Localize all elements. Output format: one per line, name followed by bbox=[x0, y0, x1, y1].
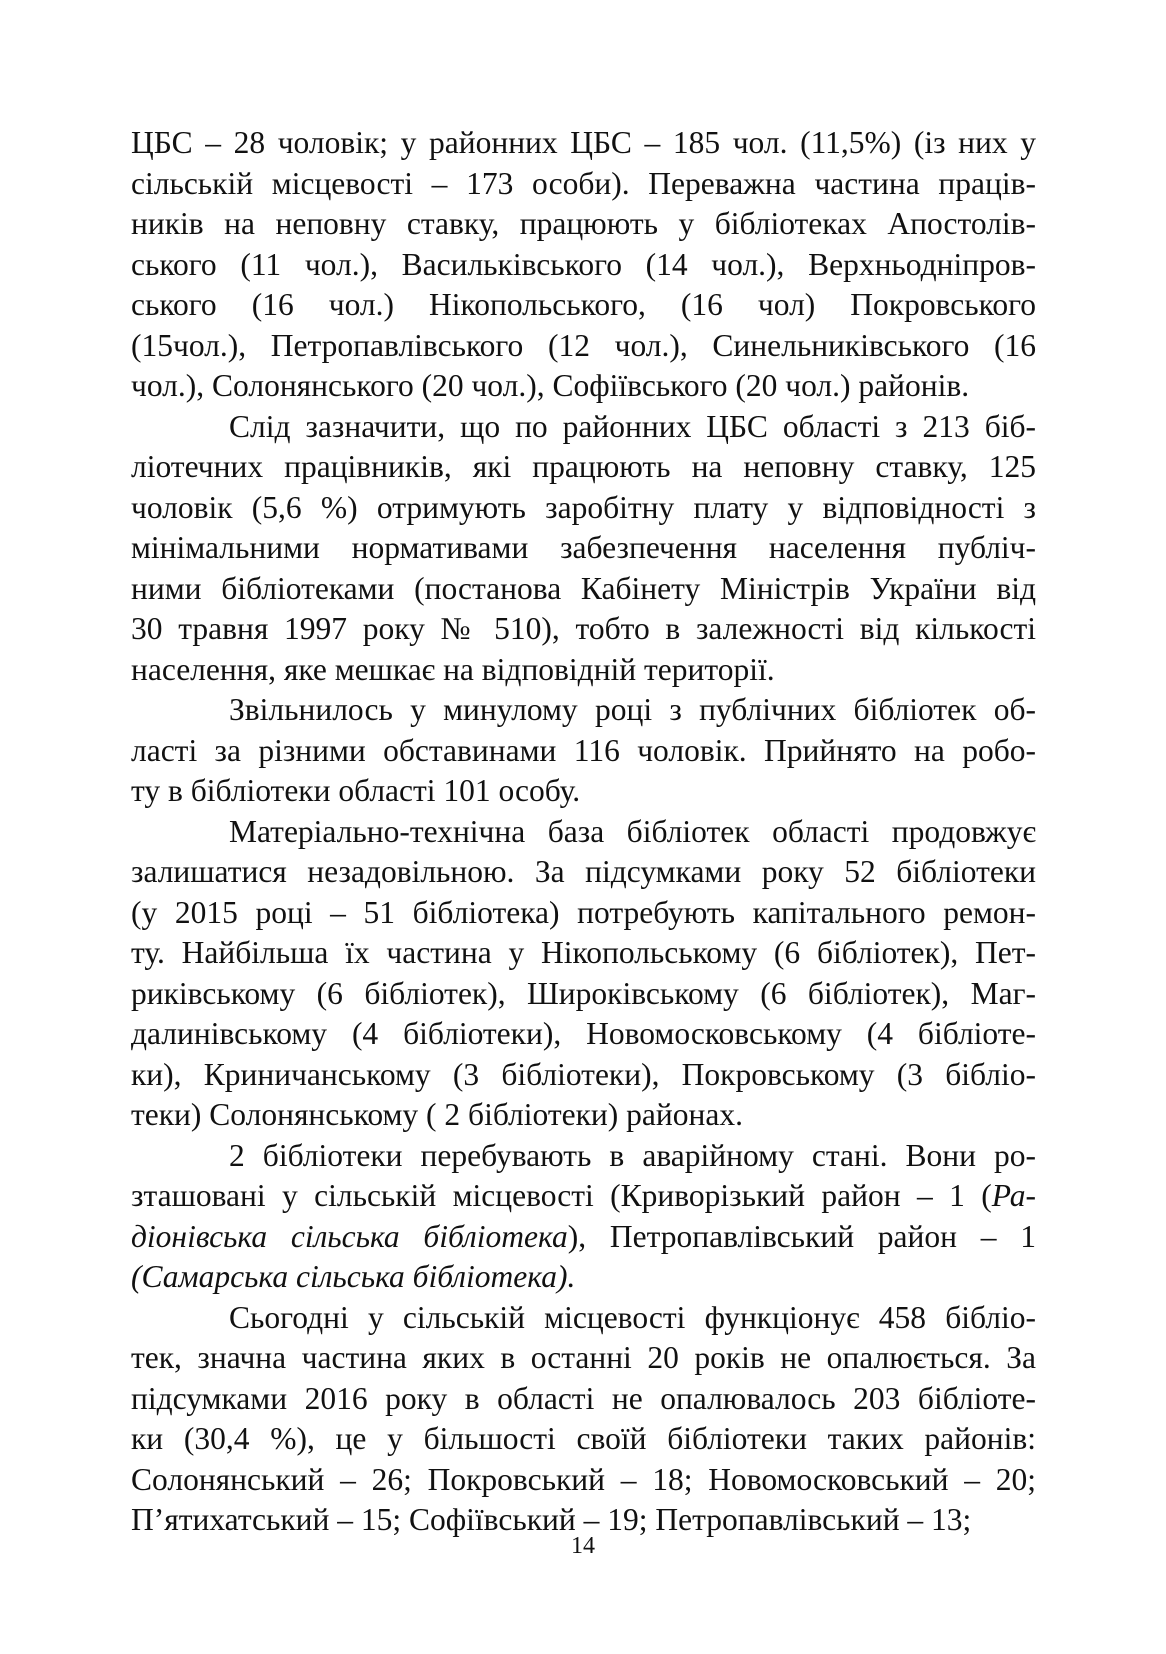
text-line: ЦБС – 28 чоловік; у районних ЦБС – 185 чол. (11,5%) (із них у bbox=[131, 125, 1036, 160]
text-line: ними бібліотеками (постанова Кабінету Міністрів України від bbox=[131, 570, 1036, 606]
text-line: Слід зазначити, що по районних ЦБС області з 213 біб- bbox=[229, 408, 1036, 444]
text-line: Звільнилось у минулому році з публічних бібліотек об- bbox=[229, 692, 1036, 727]
text-line: далинівському (4 бібліотеки), Новомосковському (4 бібліоте- bbox=[131, 1016, 1036, 1051]
text-line: ників на неповну ставку, працюють у бібліотеках Апостолів- bbox=[131, 206, 1036, 241]
text-line: П’ятихатський – 15; Софіївський – 19; Петропавлівський – 13; bbox=[131, 1502, 972, 1537]
text-line: мінімальними нормативами забезпечення населення публіч- bbox=[131, 530, 1036, 565]
paragraph bbox=[131, 1298, 1036, 1541]
italic-text: (Самарська сільська бібліотека). bbox=[131, 1259, 576, 1294]
paragraph bbox=[131, 690, 1036, 812]
text-line: ського (11 чол.), Васильківського (14 чол.), Верхньодніпров- bbox=[131, 246, 1036, 282]
text-line bbox=[131, 1176, 1036, 1217]
text-line: ки (30,4 %), це у більшості своїй бібліотеки таких районів: bbox=[131, 1421, 1036, 1456]
text-line bbox=[131, 1257, 1036, 1298]
text-line: ту. Найбільша їх частина у Нікопольському (6 бібліотек), Пет- bbox=[131, 935, 1036, 970]
text-line bbox=[131, 1217, 1036, 1258]
text-line: ласті за різними обставинами 116 чоловік. Прийнято на робо- bbox=[131, 732, 1036, 768]
page-number: 14 bbox=[571, 1533, 595, 1559]
text-line: (15чол.), Петропавлівського (12 чол.), Синельниківського (16 bbox=[131, 327, 1036, 363]
text-line: риківському (6 бібліотек), Широківському (6 бібліотек), Маг- bbox=[131, 975, 1036, 1011]
text-line: тек, значна частина яких в останні 20 років не опалюється. За bbox=[131, 1340, 1036, 1375]
text-line: Солонянський – 26; Покровський – 18; Новомосковський – 20; bbox=[131, 1461, 1036, 1497]
text-line: Сьогодні у сільській місцевості функціонує 458 бібліо- bbox=[229, 1299, 1036, 1335]
text-line: (у 2015 році – 51 бібліотека) потребують капітального ремон- bbox=[131, 894, 1036, 930]
paragraph bbox=[131, 812, 1036, 1136]
paragraph bbox=[131, 123, 1036, 407]
text-line: ки), Криничанському (3 бібліотеки), Покровському (3 бібліо- bbox=[131, 1056, 1036, 1092]
text-line: чоловік (5,6 %) отримують заробітну плату у відповідності з bbox=[131, 489, 1036, 525]
text-line: залишатися незадовільною. За підсумками року 52 бібліотеки bbox=[131, 854, 1036, 889]
italic-text: Ра- bbox=[991, 1178, 1036, 1213]
text-segment: 2 бібліотеки перебувають в аварійному стані. Вони ро- bbox=[229, 1137, 1036, 1173]
paragraph bbox=[131, 407, 1036, 691]
text-line: 30 травня 1997 року № 510), тобто в залежності від кількості bbox=[131, 611, 1036, 646]
text-line: Матеріально-технічна база бібліотек області продовжує bbox=[229, 813, 1036, 849]
italic-text: діонівська сільська бібліотека bbox=[131, 1218, 568, 1254]
text-line: підсумками 2016 року в області не опалювалось 203 бібліоте- bbox=[131, 1380, 1036, 1416]
body-text bbox=[131, 123, 1036, 1541]
text-line: теки) Солонянському ( 2 бібліотеки) районах. bbox=[131, 1097, 743, 1132]
text-line: чол.), Солонянського (20 чол.), Софіївського (20 чол.) районів. bbox=[131, 368, 970, 403]
paragraph bbox=[131, 1136, 1036, 1298]
text-line: населення, яке мешкає на відповідній території. bbox=[131, 651, 775, 687]
text-segment: зташовані у сільській місцевості (Криворізький район – 1 ( bbox=[131, 1178, 992, 1213]
text-line: сільській місцевості – 173 особи). Переважна частина праців- bbox=[131, 165, 1036, 201]
text-line: ліотечних працівників, які працюють на неповну ставку, 125 bbox=[131, 449, 1036, 484]
text-line: ського (16 чол.) Нікопольського, (16 чол) Покровського bbox=[131, 287, 1036, 322]
text-segment: ), Петропавлівський район – 1 bbox=[567, 1218, 1036, 1254]
text-line: ту в бібліотеки області 101 особу. bbox=[131, 773, 581, 808]
text-line bbox=[131, 1136, 1036, 1177]
